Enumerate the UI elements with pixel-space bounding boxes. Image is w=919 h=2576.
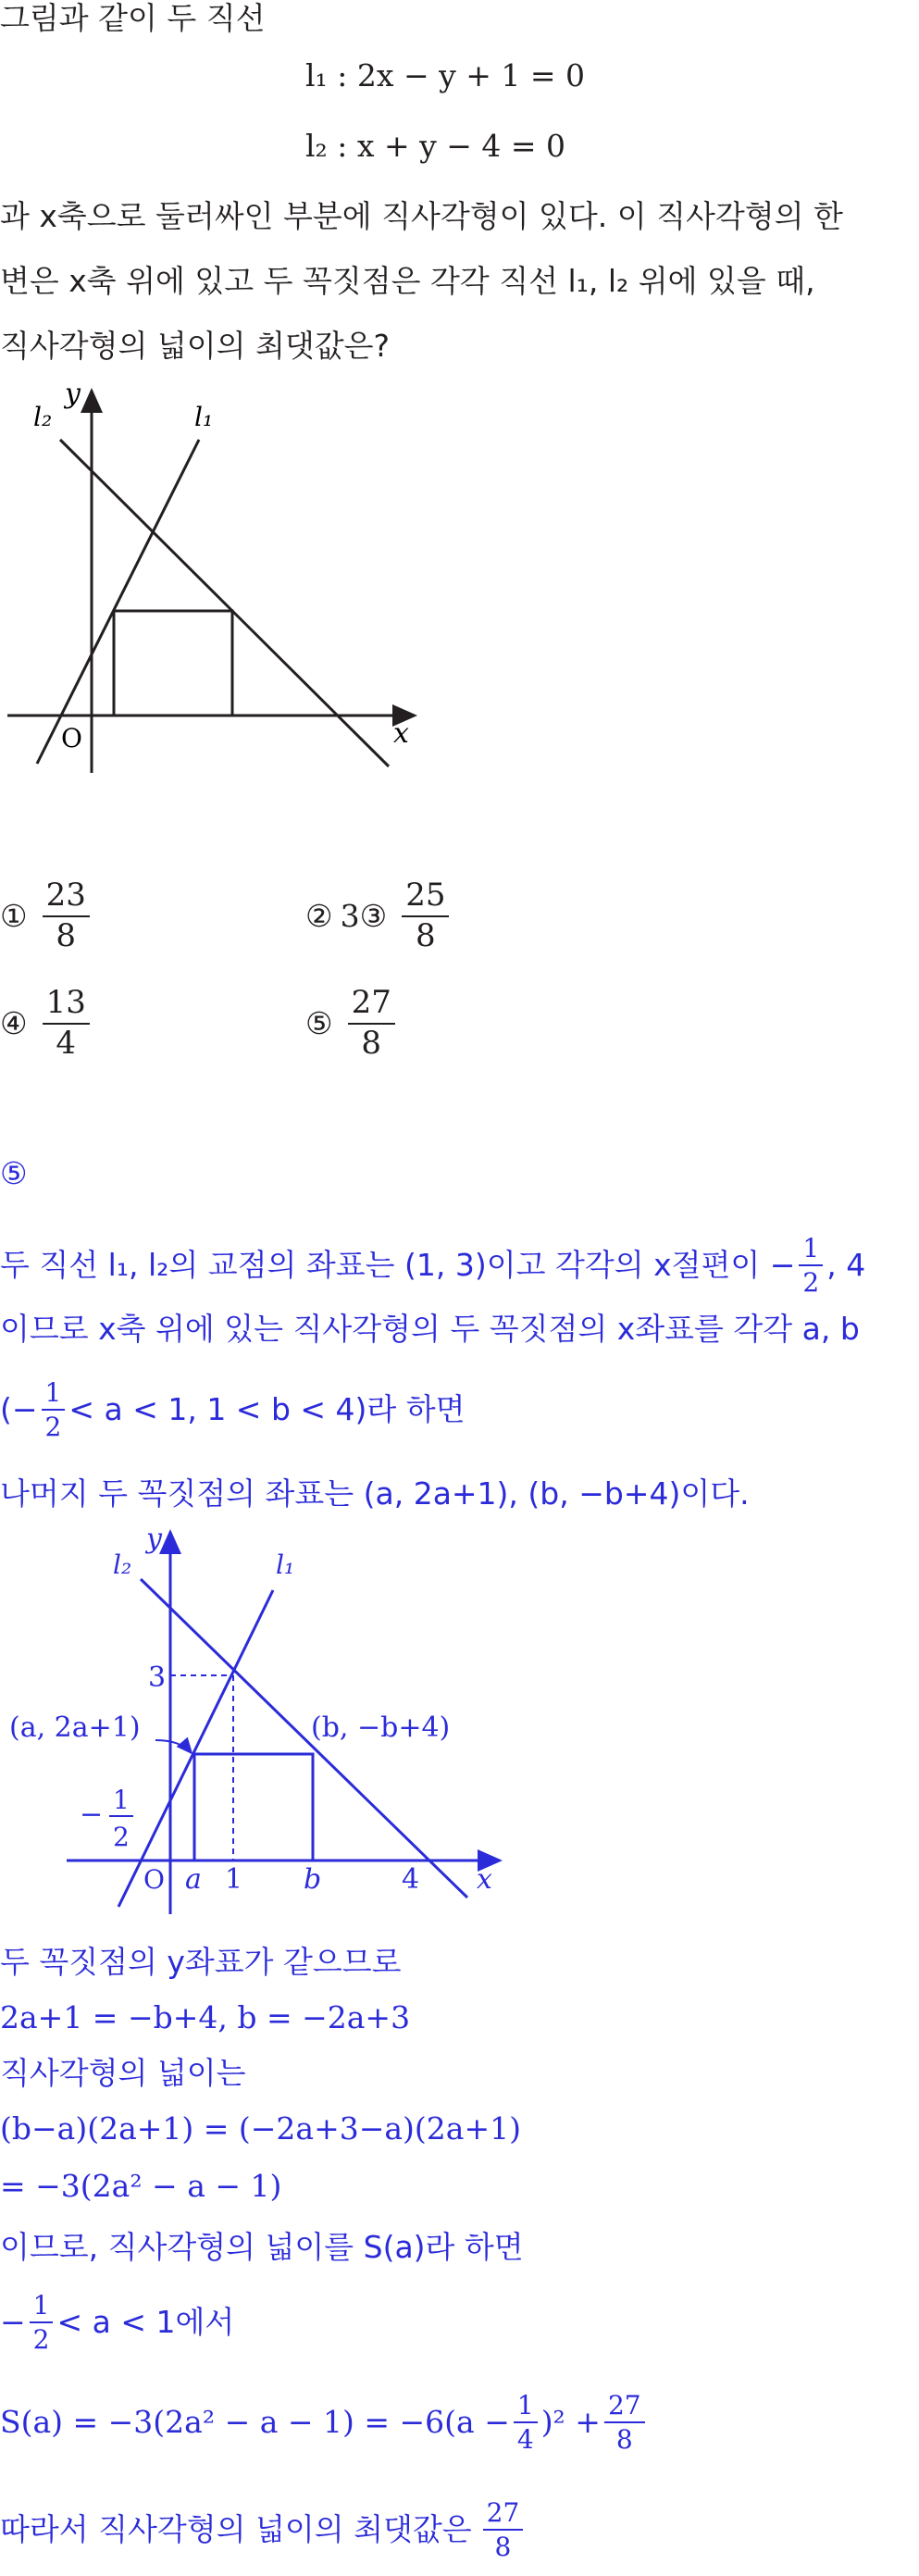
figure-problem-graph [0,380,426,778]
fraction-denominator: 2 [802,1267,820,1299]
solution-line-12-middle: )² + [540,2404,601,2441]
choice-1-fraction [43,879,90,952]
tick-label-b: b [304,1863,322,1896]
solution-line-1-text: 두 직선 l₁, l₂의 교점의 좌표는 (1, 3)이고 각각의 x절편이 − [0,1247,796,1284]
rectangle [114,611,232,716]
choice-3-numerator: 25 [402,879,449,917]
choice-5-fraction [348,984,395,1062]
solution-line-3-tail: < a < 1, 1 < b < 4)라 하면 [68,1391,466,1428]
choice-5-numerator: 27 [348,987,395,1025]
solution-line-9: = −3(2a² − a − 1) [0,2168,282,2204]
answer-marker: ⑤ [0,1155,28,1191]
solution-line-2: 이므로 x축 위에 있는 직사각형의 두 꼭짓점의 x좌표를 각각 a, b [0,1311,860,1347]
solution-line-12 [0,2392,649,2454]
solution-line-13 [0,2499,527,2561]
choice-3-marker: ③ [359,897,388,934]
solution-line-3 [0,1379,466,1441]
solution-line-3-text: (− [0,1391,38,1428]
solution-line-11 [0,2292,234,2354]
x-axis-label: x [393,717,409,750]
neg-half-numerator: 1 [113,1785,130,1815]
problem-line-2: 변은 x축 위에 있고 두 꼭짓점은 각각 직선 l₁, l₂ 위에 있을 때, [0,263,815,299]
fraction-denominator: 2 [44,1412,62,1443]
choice-4-fraction [43,984,90,1062]
tick-label-a: a [185,1863,202,1896]
fraction-denominator: 8 [615,2424,633,2456]
solution-line-12-text: S(a) = −3(2a² − a − 1) = −6(a − [0,2404,510,2441]
rectangle [194,1754,313,1860]
solution-line-12-fraction-2 [604,2392,645,2454]
fraction-numerator: 27 [483,2499,524,2531]
choice-1-numerator: 23 [43,879,90,917]
choice-2-value: 3 [340,897,360,934]
problem-line-1: 과 x축으로 둘러싸인 부분에 직사각형이 있다. 이 직사각형의 한 [0,198,843,234]
choice-5[interactable] [305,984,399,1062]
problem-line-3: 직사각형의 넓이의 최댓값은? [0,328,391,364]
problem-intro: 그림과 같이 두 직선 [0,0,266,36]
equation-l2: l₂ : x + y − 4 = 0 [305,128,566,164]
choice-4-numerator: 13 [43,987,90,1025]
final-answer-fraction [483,2499,524,2561]
solution-line-11-tail: < a < 1에서 [56,2304,235,2341]
solution-line-3-fraction [42,1379,66,1441]
solution-line-1-tail: , 4 [826,1247,866,1284]
point-label-right: (b, −b+4) [311,1711,451,1744]
y-axis-label: y [146,1523,162,1555]
fraction-numerator: 1 [30,2292,54,2323]
l1-label: l₁ [194,402,214,432]
solution-line-8: (b−a)(2a+1) = (−2a+3−a)(2a+1) [0,2110,521,2147]
fraction-denominator: 4 [516,2424,534,2456]
tick-label-4: 4 [402,1863,420,1896]
y-axis-label: y [65,380,81,410]
choice-4[interactable] [0,984,93,1062]
fraction-numerator: 1 [514,2392,538,2423]
choice-1-denominator: 8 [56,916,77,954]
fraction-denominator: 8 [494,2532,512,2563]
l2-label: l₂ [33,402,53,432]
origin-label: O [61,723,82,753]
origin-label: O [143,1864,165,1895]
solution-line-12-fraction-1 [514,2392,538,2454]
line-l2 [60,440,389,766]
solution-line-11-fraction [30,2292,54,2354]
choice-5-denominator: 8 [361,1024,382,1062]
solution-line-5: 두 꼭짓점의 y좌표가 같으므로 [0,1944,402,1980]
point-label-left: (a, 2a+1) [9,1711,141,1744]
choice-3-fraction [402,879,449,952]
solution-line-7: 직사각형의 넓이는 [0,2055,246,2091]
fraction-numerator: 1 [799,1235,823,1266]
choice-2-3[interactable] [305,879,453,952]
solution-line-13-text: 따라서 직사각형의 넓이의 최댓값은 [0,2511,472,2548]
x-axis-label: x [477,1863,492,1896]
choice-1-marker: ① [0,897,28,934]
figure-solution-graph [0,1518,518,1925]
solution-line-10: 이므로, 직사각형의 넓이를 S(a)라 하면 [0,2229,524,2265]
equation-l1: l₁ : 2x − y + 1 = 0 [305,57,586,93]
solution-line-1-fraction [799,1235,823,1297]
solution-line-1 [0,1235,865,1297]
choice-1[interactable] [0,879,93,952]
choice-2-marker: ② [305,897,333,934]
choice-3-denominator: 8 [416,916,436,954]
pointer-arrow [155,1740,192,1753]
choice-5-marker: ⑤ [305,1004,333,1041]
tick-label-1: 1 [225,1863,243,1896]
solution-line-11-minus: − [0,2304,26,2341]
choice-4-denominator: 4 [56,1024,77,1062]
l1-label: l₁ [276,1549,295,1580]
fraction-denominator: 2 [32,2324,50,2356]
neg-half-denominator: 2 [113,1822,130,1852]
solution-line-6: 2a+1 = −b+4, b = −2a+3 [0,1999,411,2035]
solution-line-4: 나머지 두 꼭짓점의 좌표는 (a, 2a+1), (b, −b+4)이다. [0,1475,750,1512]
fraction-numerator: 1 [42,1379,66,1411]
fraction-numerator: 27 [604,2392,645,2423]
choice-4-marker: ④ [0,1004,28,1041]
l2-label: l₂ [113,1549,132,1580]
neg-half-minus: − [80,1798,104,1831]
tick-label-3: 3 [148,1661,167,1694]
